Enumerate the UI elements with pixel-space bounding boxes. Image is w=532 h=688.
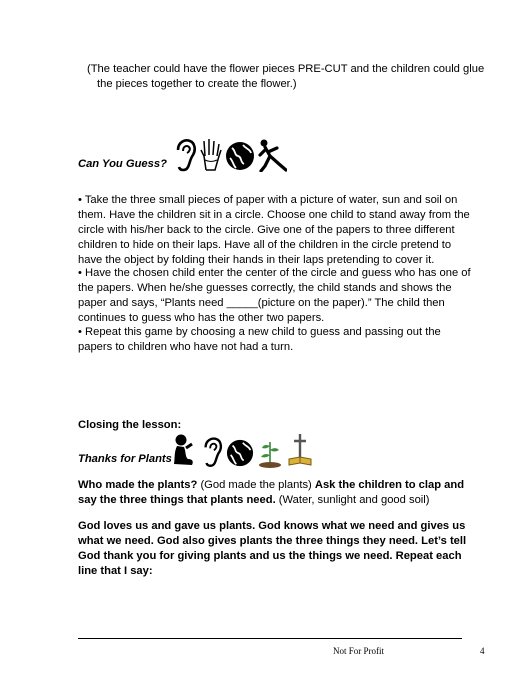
praying-child-icon [172,432,198,468]
closing-question-bold2: Ask the children to clap and say the three things that plants need. [78,479,465,506]
page-number: 4 [480,646,485,656]
can-you-guess-icons [173,138,287,172]
bullet-paragraph: • Take the three small pieces of paper with a picture of water, sun and soil on them. Have the children sit in a circle. Choose one child to stand away from the circle with his/her back to the circle. Give one of the papers to three different children to hide on their laps. Have all of the children in the circle pretend to have the object by folding their hands in their laps pretending to cover it. [78,194,470,266]
cross-and-bible-icon [286,432,314,468]
footer-divider [78,638,462,639]
thanks-icons [172,432,314,468]
footer-label: Not For Profit [333,646,385,656]
ear-icon [173,138,197,172]
thanks-header [78,432,314,468]
closing-question-normal2: (Water, sunlight and good soil) [275,494,430,506]
ear-icon [201,436,223,468]
bullet-paragraph: • Have the chosen child enter the center of the circle and guess who has one of the papers. When he/she guesses correctly, the child stands and shows the paper and says, “Plants need _____(picture on the paper).” The child then continues to guess who has the other two papers. [78,267,471,324]
closing-question [78,478,478,508]
intro-note-line1: (The teacher could have the flower pieces PRE-CUT and the children could glue [87,63,485,75]
globe-icon [226,438,254,468]
closing-heading: Closing the lesson: [78,419,182,431]
hand-icon [199,138,223,172]
closing-prayer: God loves us and gave us plants. God knows what we need and gives us what we need. God also gives plants the three things they need. Let’s tell God thank you for giving plants and us the things we need. Repeat each line that I say: [78,520,467,577]
intro-note [87,62,507,92]
closing-question-normal1: (God made the plants) [197,479,315,491]
can-you-guess-title: Can You Guess? [78,158,167,170]
can-you-guess-header [78,138,287,172]
stretching-person-icon [257,138,287,172]
intro-note-line2: the pieces together to create the flower.) [97,78,297,90]
globe-icon [225,140,255,172]
closing-question-bold1: Who made the plants? [78,479,198,491]
sprout-icon [257,436,283,468]
bullet-paragraph: • Repeat this game by choosing a new child to guess and passing out the papers to children who have not had a turn. [78,326,441,353]
thanks-title: Thanks for Plants [78,453,172,465]
